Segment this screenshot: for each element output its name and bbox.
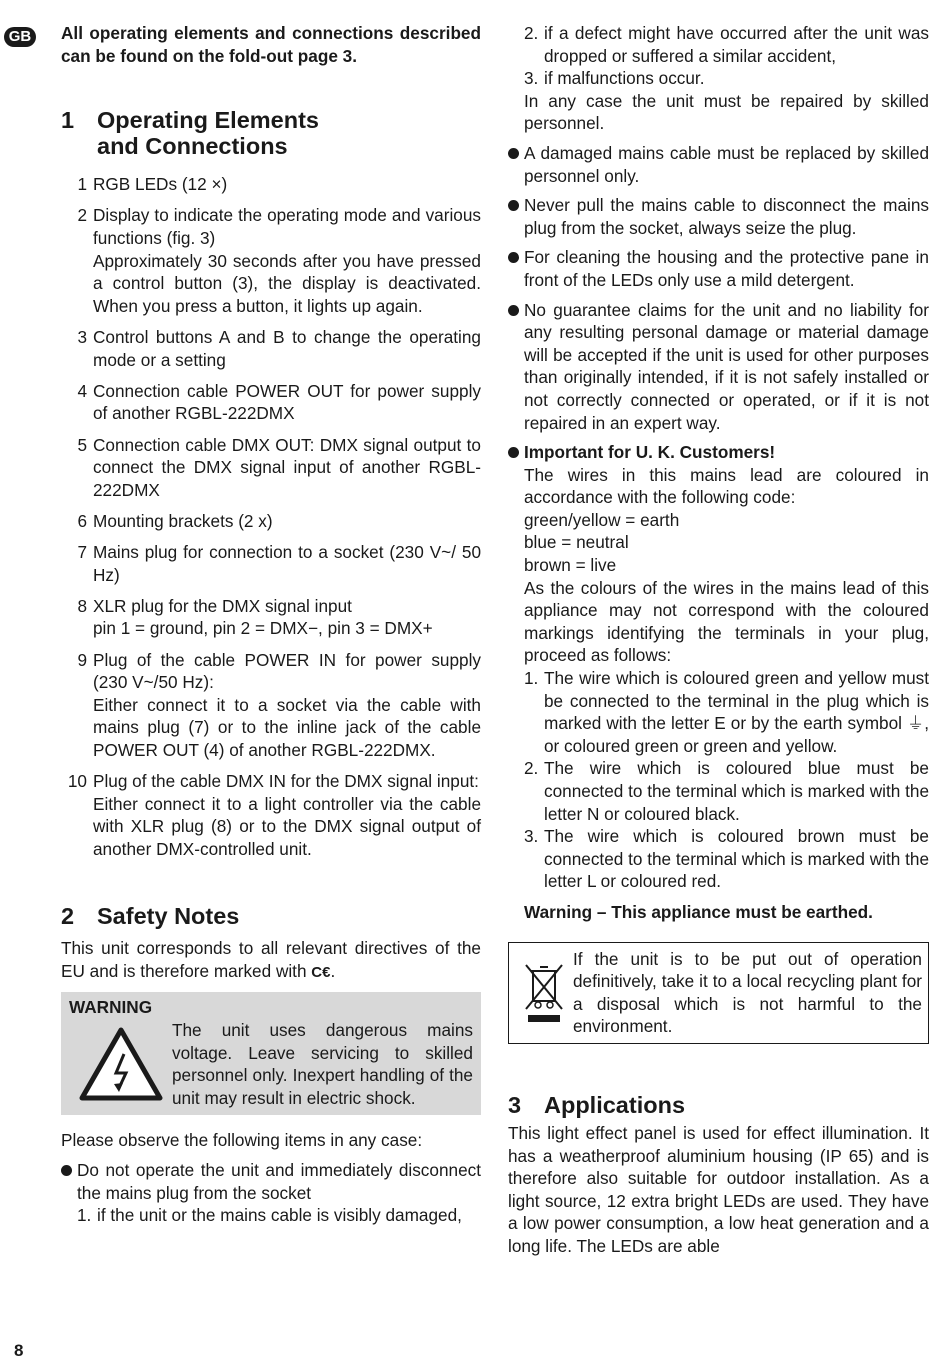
uk-customers-block	[508, 441, 929, 923]
warning-text: The unit uses dangerous mains voltage. Leave servicing to skilled personnel only. Inexpert handling of the unit may result in electric shock.	[172, 1019, 473, 1108]
list-item	[77, 541, 481, 586]
item-text: Control buttons A and B to change the operating mode or a setting	[93, 326, 481, 370]
crossed-bin-icon	[515, 948, 573, 1038]
bullet-icon	[508, 148, 519, 159]
sub-text: The wire which is coloured green and yellow must be connected to the terminal in the plug which is marked with the letter E or by the earth symbol ⏚, or coloured green or green and yellow.	[544, 668, 929, 756]
item-number: 1	[77, 174, 87, 195]
section1-number: 1	[61, 107, 75, 134]
ce-mark: C€	[311, 963, 331, 981]
bullet-text: A damaged mains cable must be replaced by skilled personnel only.	[524, 142, 929, 186]
ce-statement: This unit corresponds to all relevant directives of the EU and is therefore marked with C€.	[61, 938, 481, 981]
bullet-item	[61, 1159, 481, 1204]
sub-number: 2.	[524, 758, 539, 779]
bullet-text: No guarantee claims for the unit and no liability for any resulting personal damage or material damage will be accepted if the unit is used for other purposes than originally intended, if it is not safely installed or not correctly connected or operated, or if it is not repaired in an expert way.	[524, 299, 929, 433]
item-number: 2	[77, 205, 87, 226]
item-number: 7	[77, 542, 87, 563]
item-text: Connection cable POWER OUT for power supply of another RGBL-222DMX	[93, 380, 481, 424]
sub-text: The wire which is coloured brown must be connected to the terminal which is marked with the letter L or coloured red.	[544, 826, 929, 892]
bullet-item	[508, 246, 929, 291]
item-number: 3	[77, 326, 87, 347]
section3-title: Applications	[544, 1091, 686, 1118]
sub-number: 3.	[524, 826, 539, 847]
item-number: 5	[77, 434, 87, 455]
bullet-icon	[508, 200, 519, 211]
section1-title-line1: Operating Elements	[97, 107, 319, 134]
operating-elements-list	[61, 173, 481, 860]
section1-title-line2: and Connections	[97, 133, 288, 160]
item-text: XLR plug for the DMX signal input	[93, 595, 352, 616]
list-item	[67, 770, 481, 860]
recycle-text: If the unit is to be put out of operation definitively, take it to a local recycling plant for a disposal which is not harmful to the environment.	[573, 948, 922, 1037]
list-item	[77, 434, 481, 502]
sub-item	[508, 22, 929, 67]
item-text: Plug of the cable DMX IN for the DMX signal input:	[93, 771, 479, 792]
recycling-box	[508, 942, 929, 1044]
warning-title: WARNING	[69, 997, 153, 1018]
item-number: 8	[77, 595, 87, 616]
item-text: Plug of the cable POWER IN for power supply (230 V~/50 Hz):	[93, 649, 481, 693]
item-extra: Either connect it to a socket via the cable with mains plug (7) or to the inline jack of the cable POWER OUT (4) of another RGBL-222DMX.	[93, 694, 481, 760]
list-item	[77, 510, 481, 533]
intro-note: All operating elements and connections described can be found on the fold-out page 3.	[61, 23, 481, 66]
item-number: 10	[67, 771, 87, 792]
item-text: RGB LEDs (12 ×)	[93, 174, 228, 195]
section3-number: 3	[508, 1091, 522, 1118]
wire-code: blue = neutral	[524, 532, 629, 553]
item-number: 4	[77, 380, 87, 401]
sub-item	[508, 67, 929, 90]
bullet-item	[508, 194, 929, 239]
sub-text: if the unit or the mains cable is visibly damaged,	[97, 1205, 462, 1226]
right-column	[508, 22, 929, 1258]
bullet-item	[508, 142, 929, 187]
sub-text: The wire which is coloured blue must be connected to the terminal which is marked with the letter N or coloured black.	[544, 758, 929, 824]
section3-heading	[508, 1092, 929, 1118]
bullet-icon	[61, 1165, 72, 1176]
sub-item	[524, 757, 929, 825]
uk-text: The wires in this mains lead are coloured in accordance with the following code:	[524, 464, 929, 508]
item-extra: pin 1 = ground, pin 2 = DMX−, pin 3 = DMX+	[93, 618, 433, 639]
item-extra: Either connect it to a light controller via the cable with XLR plug (8) or to the DMX signal output of another DMX-controlled unit.	[93, 793, 481, 859]
sub-number: 2.	[524, 23, 539, 43]
bullet-text: For cleaning the housing and the protective pane in front of the LEDs only use a mild detergent.	[524, 247, 929, 290]
sub-item	[524, 825, 929, 893]
list-item	[77, 173, 481, 196]
uk-text-2: As the colours of the wires in the mains lead of this appliance may not correspond with the coloured markings identifying the terminals in your plug, proceed as follows:	[524, 577, 929, 666]
list-item	[77, 380, 481, 425]
list-item	[77, 326, 481, 371]
bullet-icon	[508, 252, 519, 263]
sub-text: if a defect might have occurred after the unit was dropped or suffered a similar accident,	[544, 23, 929, 66]
page-number: 8	[14, 1341, 24, 1360]
sub-text: if malfunctions occur.	[544, 68, 705, 89]
item-number: 9	[77, 649, 87, 670]
sub-number: 1.	[524, 668, 539, 689]
high-voltage-warning-icon	[69, 1019, 172, 1109]
list-item	[77, 649, 481, 762]
sub-item	[524, 667, 929, 757]
wire-code: green/yellow = earth	[524, 509, 680, 530]
uk-title: Important for U. K. Customers!	[524, 442, 776, 463]
item-text: Connection cable DMX OUT: DMX signal output to connect the DMX signal input of another RGBL-222DMX	[93, 434, 481, 500]
sub-item	[61, 1204, 481, 1227]
applications-text: This light effect panel is used for effect illumination. It has a weatherproof aluminium housing (IP 65) and is therefore also suitable for outdoor installation. As a light source, 12 extra bright LEDs are used. They have a low power consumption, a low heat generation and a long life. The LEDs are able	[508, 1122, 929, 1256]
list-item	[77, 595, 481, 640]
item-text: Mains plug for connection to a socket (230 V~/ 50 Hz)	[93, 542, 481, 585]
item-extra: Approximately 30 seconds after you have pressed a control button (3), the display is deactivated. When you press a button, it lights up again.	[93, 250, 481, 316]
repair-note: In any case the unit must be repaired by skilled personnel.	[524, 90, 929, 134]
language-badge: GB	[4, 27, 36, 47]
section2-title: Safety Notes	[97, 903, 240, 930]
section2-number: 2	[61, 903, 75, 930]
item-text: Mounting brackets (2 x)	[93, 510, 273, 531]
left-column	[61, 22, 481, 1227]
section1-heading	[61, 107, 481, 159]
earthed-warning: Warning – This appliance must be earthed.	[524, 901, 873, 922]
bullet-icon	[508, 305, 519, 316]
item-text: Display to indicate the operating mode and various functions (fig. 3)	[93, 205, 481, 248]
section2-heading	[61, 903, 481, 929]
list-item	[77, 204, 481, 317]
sub-number: 1.	[77, 1205, 92, 1226]
wire-code: brown = live	[524, 555, 617, 576]
bullet-text: Do not operate the unit and immediately disconnect the mains plug from the socket	[77, 1159, 481, 1203]
ce-statement-text: This unit corresponds to all relevant directives of the EU and is therefore marked with	[61, 938, 481, 981]
bullet-text: Never pull the mains cable to disconnect the mains plug from the socket, always seize the plug.	[524, 195, 929, 238]
observe-text: Please observe the following items in any case:	[61, 1130, 423, 1151]
bullet-item	[508, 299, 929, 435]
warning-box	[61, 992, 481, 1115]
sub-number: 3.	[524, 68, 539, 89]
bullet-icon	[508, 447, 519, 458]
item-number: 6	[77, 510, 87, 531]
